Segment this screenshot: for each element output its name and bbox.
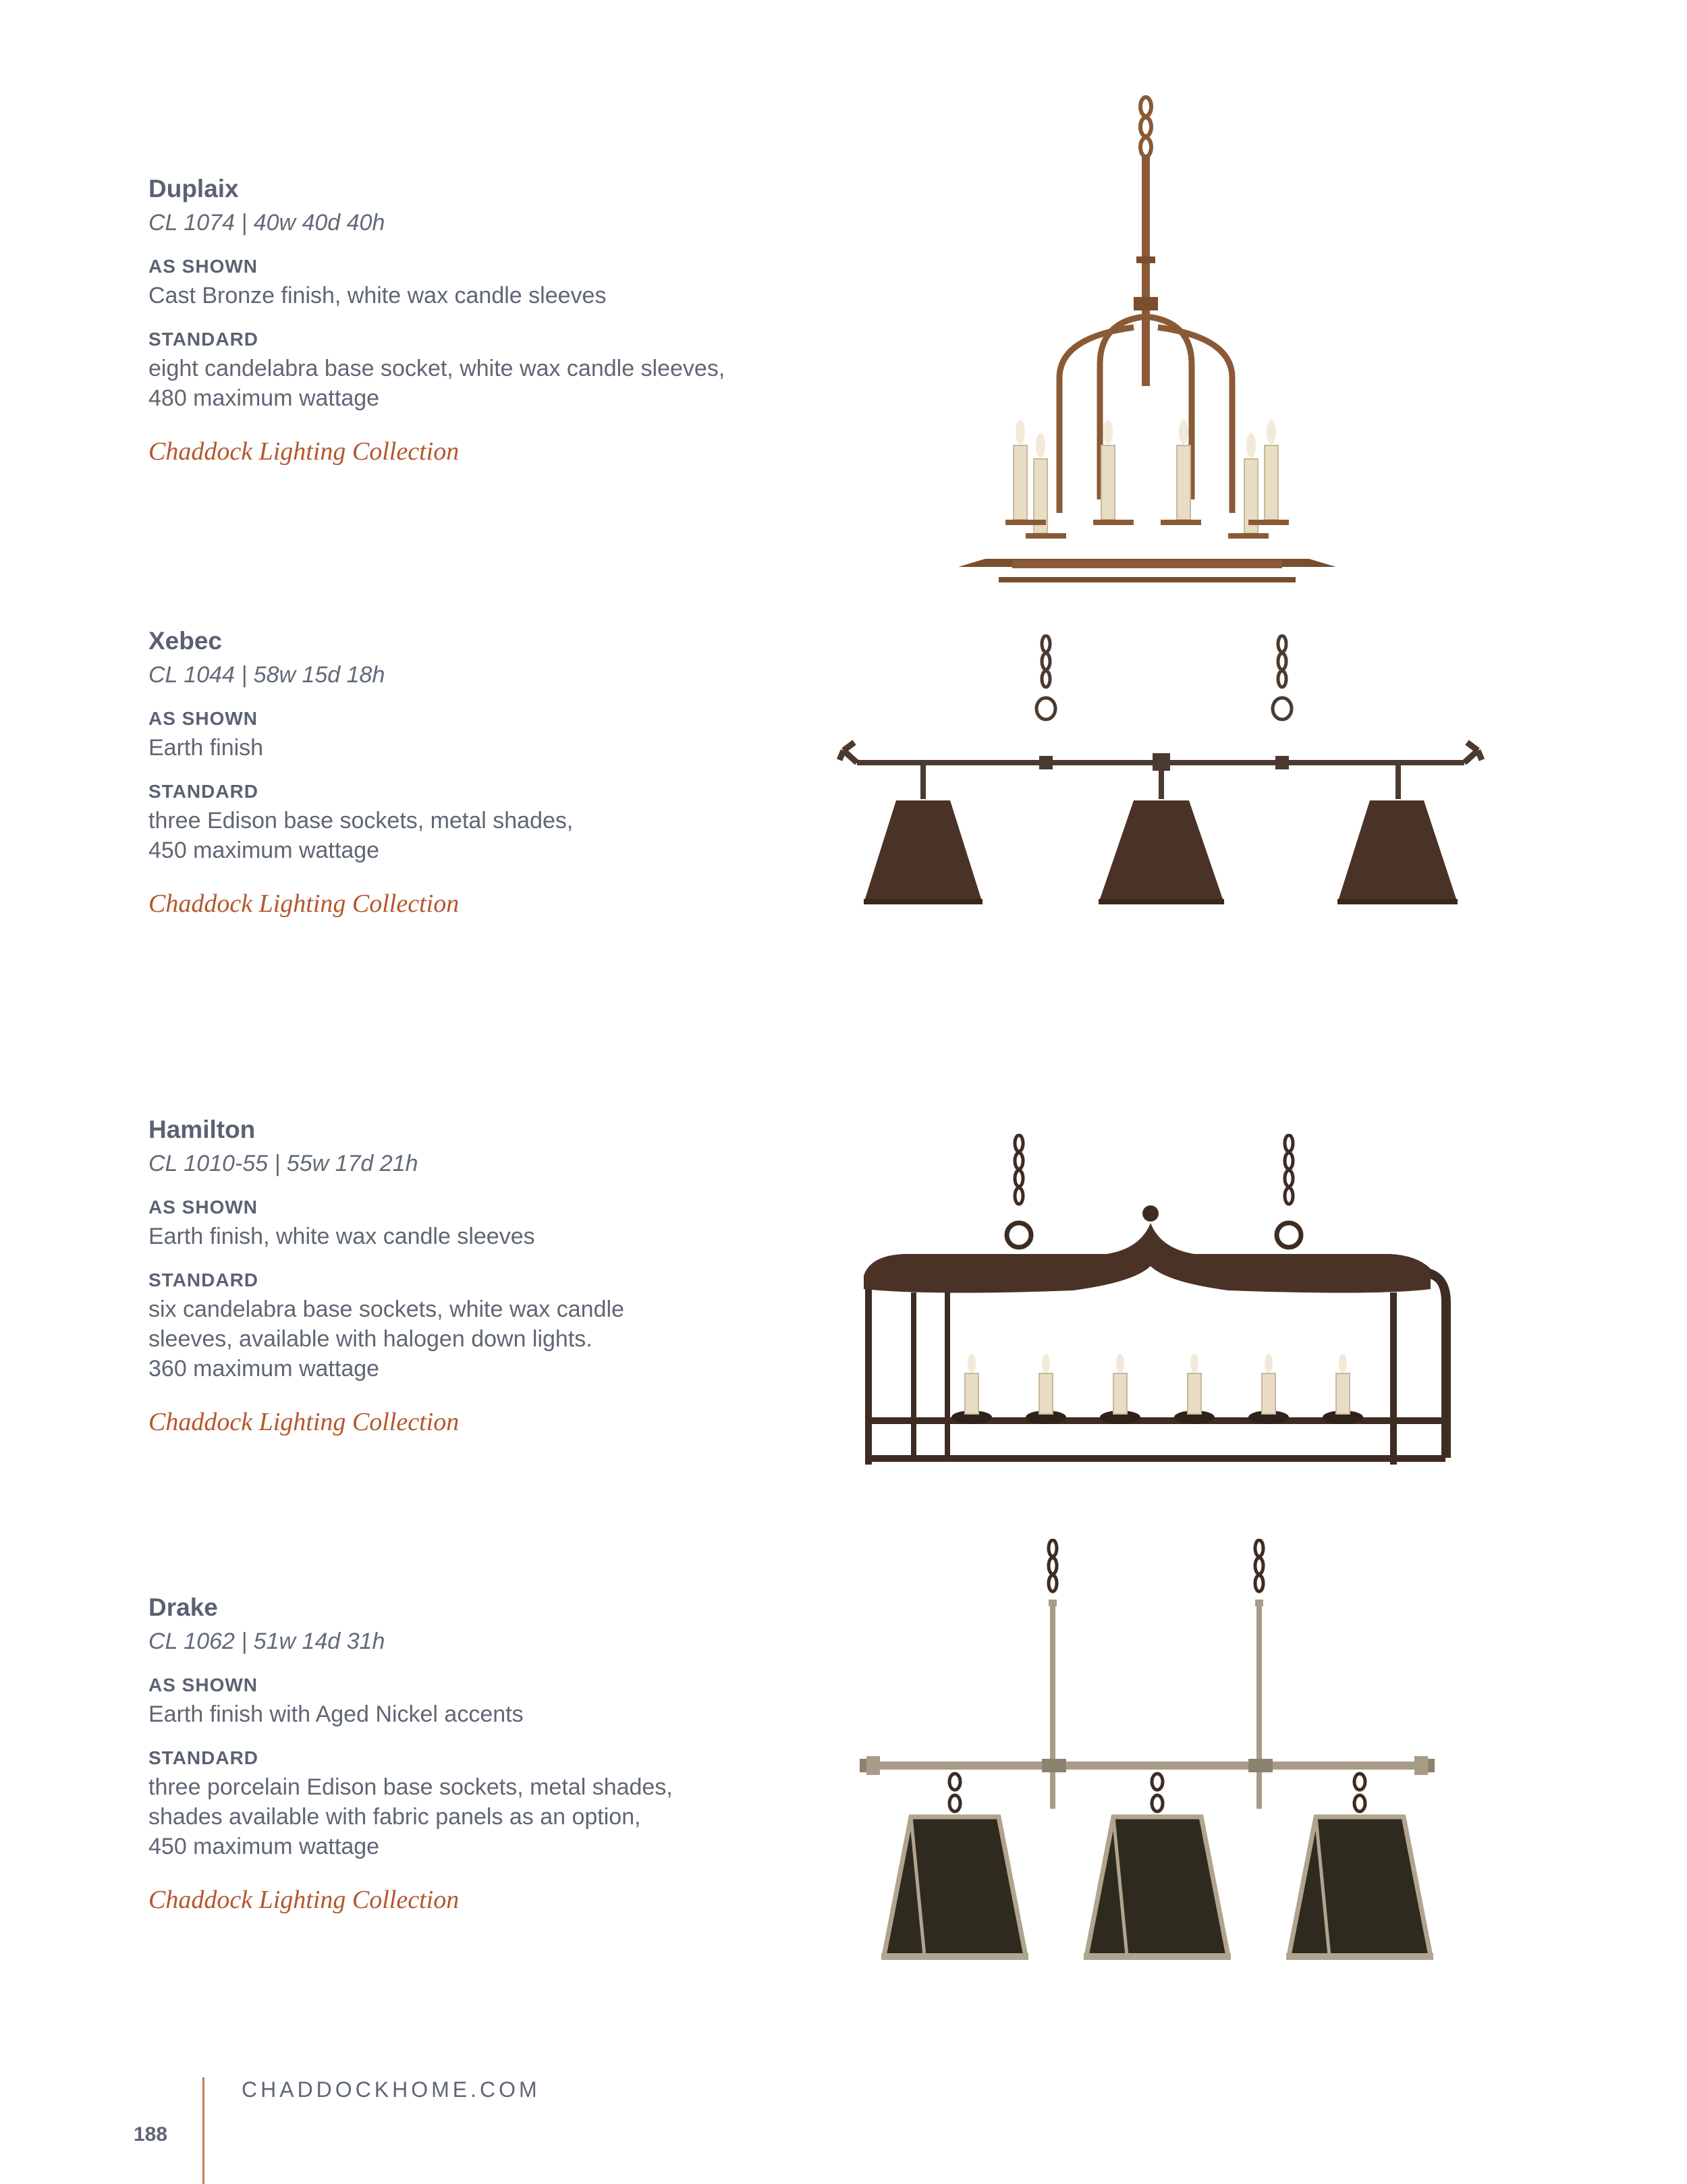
product-code: CL 1062 | 51w 14d 31h <box>148 1629 385 1654</box>
as-shown-label: AS SHOWN <box>148 256 258 277</box>
xebec-island-light-image <box>830 634 1491 918</box>
product-name: Drake <box>148 1593 218 1621</box>
as-shown-label: AS SHOWN <box>148 1674 258 1695</box>
page-number: 188 <box>134 2123 168 2146</box>
as-shown-text: Cast Bronze finish, white wax candle sleeves <box>148 283 607 308</box>
product-name: Duplaix <box>148 175 239 202</box>
standard-label: STANDARD <box>148 1270 259 1290</box>
footer-divider <box>202 2077 204 2184</box>
collection-link[interactable]: Chaddock Lighting Collection <box>148 1886 460 1914</box>
footer-website-link[interactable]: CHADDOCKHOME.COM <box>242 2077 541 2102</box>
product-duplaix <box>148 174 857 467</box>
standard-text: three Edison base sockets, metal shades, 450 maximum wattage <box>148 808 574 863</box>
collection-link[interactable]: Chaddock Lighting Collection <box>148 1408 460 1436</box>
standard-label: STANDARD <box>148 329 259 350</box>
as-shown-text: Earth finish, white wax candle sleeves <box>148 1224 535 1249</box>
product-hamilton <box>148 1115 857 1438</box>
product-code: CL 1074 | 40w 40d 40h <box>148 210 385 236</box>
as-shown-label: AS SHOWN <box>148 708 258 729</box>
standard-text: eight candelabra base socket, white wax candle sleeves, 480 maximum wattage <box>148 356 725 411</box>
standard-label: STANDARD <box>148 781 259 802</box>
product-drake <box>148 1593 857 1915</box>
as-shown-label: AS SHOWN <box>148 1197 258 1218</box>
product-code: CL 1010-55 | 55w 17d 21h <box>148 1151 418 1176</box>
duplaix-chandelier-image <box>945 94 1350 587</box>
collection-link[interactable]: Chaddock Lighting Collection <box>148 890 460 918</box>
collection-link[interactable]: Chaddock Lighting Collection <box>148 437 460 466</box>
as-shown-text: Earth finish with Aged Nickel accents <box>148 1701 524 1727</box>
product-name: Hamilton <box>148 1116 256 1143</box>
as-shown-text: Earth finish <box>148 735 264 761</box>
drake-island-light-image <box>850 1539 1444 1971</box>
product-code: CL 1044 | 58w 15d 18h <box>148 662 385 688</box>
standard-text: three porcelain Edison base sockets, metal shades, shades available with fabric panels as an option, 450 maximum wattage <box>148 1774 673 1859</box>
product-name: Xebec <box>148 627 223 655</box>
hamilton-lantern-image <box>850 1134 1471 1485</box>
standard-text: six candelabra base sockets, white wax candle sleeves, available with halogen down lights. 360 maximum wattage <box>148 1296 624 1382</box>
standard-label: STANDARD <box>148 1747 259 1768</box>
product-xebec <box>148 626 857 919</box>
